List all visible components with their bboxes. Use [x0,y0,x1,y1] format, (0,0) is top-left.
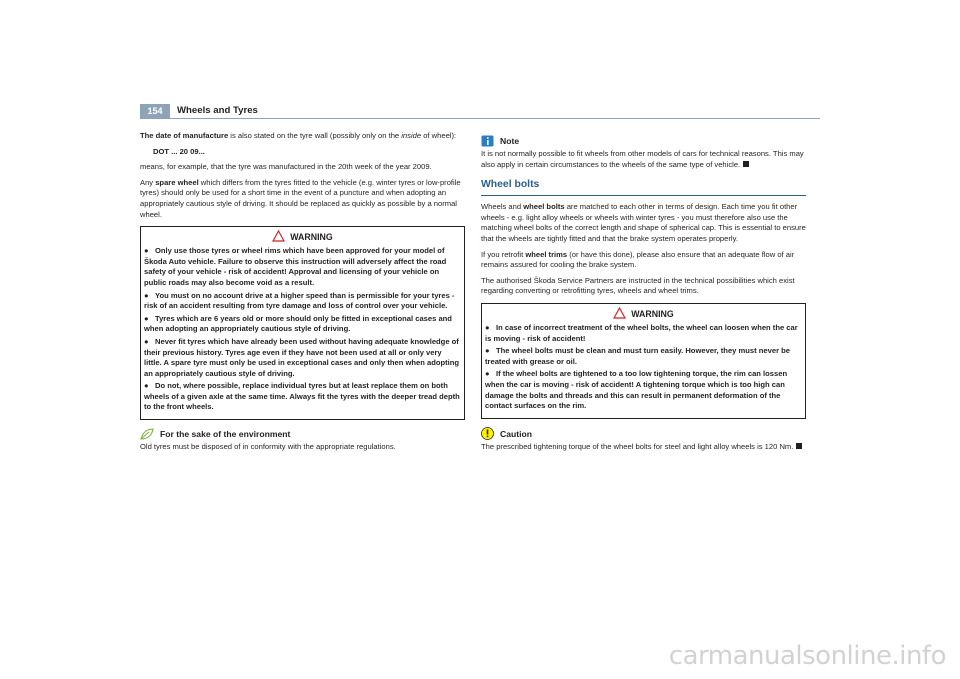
section-rule [481,195,806,196]
end-of-section-icon [796,443,802,449]
left-column [140,131,465,458]
page-header [140,104,820,118]
environment-title [140,428,465,441]
note-title-text: Note [500,136,520,146]
spare-wheel-paragraph [140,178,465,220]
warning-item-text: Only use those tyres or wheel rims which have been approved for your model of Škoda Auto vehicle. Failure to observe this instruction will adversely affect the road safety of your vehicle - risk of accident! Approval and licensing of your vehicle on public roads may also become void as a result. [144,246,447,287]
wheel-bolts-paragraph [481,202,806,244]
bullet-icon: ● [144,246,149,256]
caution-title-text: Caution [500,428,532,439]
header-rule [140,118,820,119]
warning-item-text: Do not, where possible, replace individual tyres but at least replace them on both wheels of a given axle at the same time. Always fit the tyres with the deeper tread depth to the front wheels. [144,381,460,412]
warning-item-text: Tyres which are 6 years old or more should only be fitted in exceptional cases and when adopting an appropriately cautious style of driving. [144,313,452,334]
warning-item-text: The wheel bolts must be clean and must turn easily. However, they must never be treated with grease or oil. [485,346,790,366]
term-date-of-manufacture: The date of manufacture [140,131,229,140]
term-wheel-bolts: wheel bolts [523,202,565,212]
bullet-icon: ● [144,336,149,346]
warning-item-text: If the wheel bolts are tightened to a too low tightening torque, the rim can lossen when the car is moving - risk of accident! A tightening torque which is too high can damage the bolts and threads and this can result in permanent deformation of the contact surfaces on the rim. [485,369,788,411]
note-text [481,149,806,170]
warning-triangle-icon [613,307,626,319]
text-fragment: If you retrofit [481,249,526,259]
service-partners-paragraph: The authorised Škoda Service Partners are instructed in the technical possibilities which exist regarding converting or retrofitting tyres, wheels and wheel trims. [481,275,795,296]
manufacture-date-paragraph [140,131,465,142]
bullet-icon: ● [144,290,149,300]
warning-title [485,307,802,321]
caution-icon [481,427,494,440]
warning-item [485,346,802,367]
section-heading-wheel-bolts: Wheel bolts [481,179,540,191]
right-column [481,131,806,457]
bullet-icon: ● [485,346,490,356]
leaf-icon [140,428,154,440]
text-fragment: are matched to each other in terms of design. Each time you fit other wheels - e.g. light alloy wheels or wheels with winter tyres - you must therefore also use the matching wheel bolts of the correct length and shape of spherical cap. This is essential to ensure that the wheels are tightly fitted and that the brake system operates properly. [481,202,806,243]
environment-text: Old tyres must be disposed of in conformity with the appropriate regulations. [140,442,396,452]
caution-text-content: The prescribed tightening torque of the wheel bolts for steel and light alloy wheels is 120 Nm. [481,441,794,451]
caution-text [481,442,806,453]
warning-item [485,369,802,411]
wheel-trims-paragraph [481,250,806,271]
dot-explanation-paragraph: means, for example, that the tyre was manufactured in the 20th week of the year 2009. [140,162,432,172]
emphasis-inside: inside [401,131,422,140]
bullet-icon: ● [144,313,149,323]
warning-title [144,230,461,244]
note-icon [481,135,494,147]
watermark: carmanualsonline.info [668,641,946,671]
page-number: 154 [140,104,170,118]
bullet-icon: ● [485,369,490,379]
note-text-content: It is not normally possible to fit wheels from other models of cars for technical reasons. This may also apply in certain circumstances to the wheels of the same type of vehicle. [481,149,804,169]
text-fragment: of wheel): [421,131,457,140]
warning-item-text: Never fit tyres which have already been used without having adequate knowledge of their previous history. Tyres age even if they have not been used at all or only very little. A spare tyre must only be used in exceptional cases and only then when adopting an appropriately cautious style of driving. [144,336,460,378]
text-fragment: which differs from the tyres fitted to the vehicle (e.g. winter tyres or low-profile tyres) should only be used for a short time in the event of a puncture and when adopting an appropriately cautious style of driving. It should be replaced as quickly as possible by a normal wheel. [140,177,461,219]
warning-item [144,337,461,379]
bullet-icon: ● [144,381,149,391]
warning-item [144,314,461,335]
term-wheel-trims: wheel trims [525,249,568,259]
bullet-icon: ● [485,322,490,332]
term-spare-wheel: spare wheel [155,177,199,187]
end-of-section-icon [743,161,749,167]
note-title [481,135,806,148]
warning-item-text: You must on no account drive at a higher speed than is permissible for your tyres - risk of an accident resulting from tyre damage and loss of control over your vehicle. [144,290,455,311]
warning-title-text: WARNING [631,308,674,319]
warning-item [144,246,461,288]
warning-item [144,381,461,413]
text-fragment: Any [140,177,156,187]
warning-item [485,323,802,344]
running-title: Wheels and Tyres [177,105,258,116]
caution-title [481,427,806,441]
warning-item [144,291,461,312]
environment-title-text: For the sake of the environment [160,429,291,440]
text-fragment: is also stated on the tyre wall (possibly only on the [228,131,402,140]
warning-item-text: In case of incorrect treatment of the wheel bolts, the wheel can loosen when the car is moving - risk of accident! [485,322,798,343]
warning-box-wheel-bolts [481,303,806,419]
warning-triangle-icon [272,230,285,242]
dot-code: DOT ... 20 09... [153,146,205,156]
text-fragment: (or have this done), please also ensure that an adequate flow of air remains assured for cooling the brake system. [481,249,795,270]
warning-box-tyres [140,226,465,420]
warning-title-text: WARNING [290,232,333,243]
text-fragment: Wheels and [481,202,524,212]
